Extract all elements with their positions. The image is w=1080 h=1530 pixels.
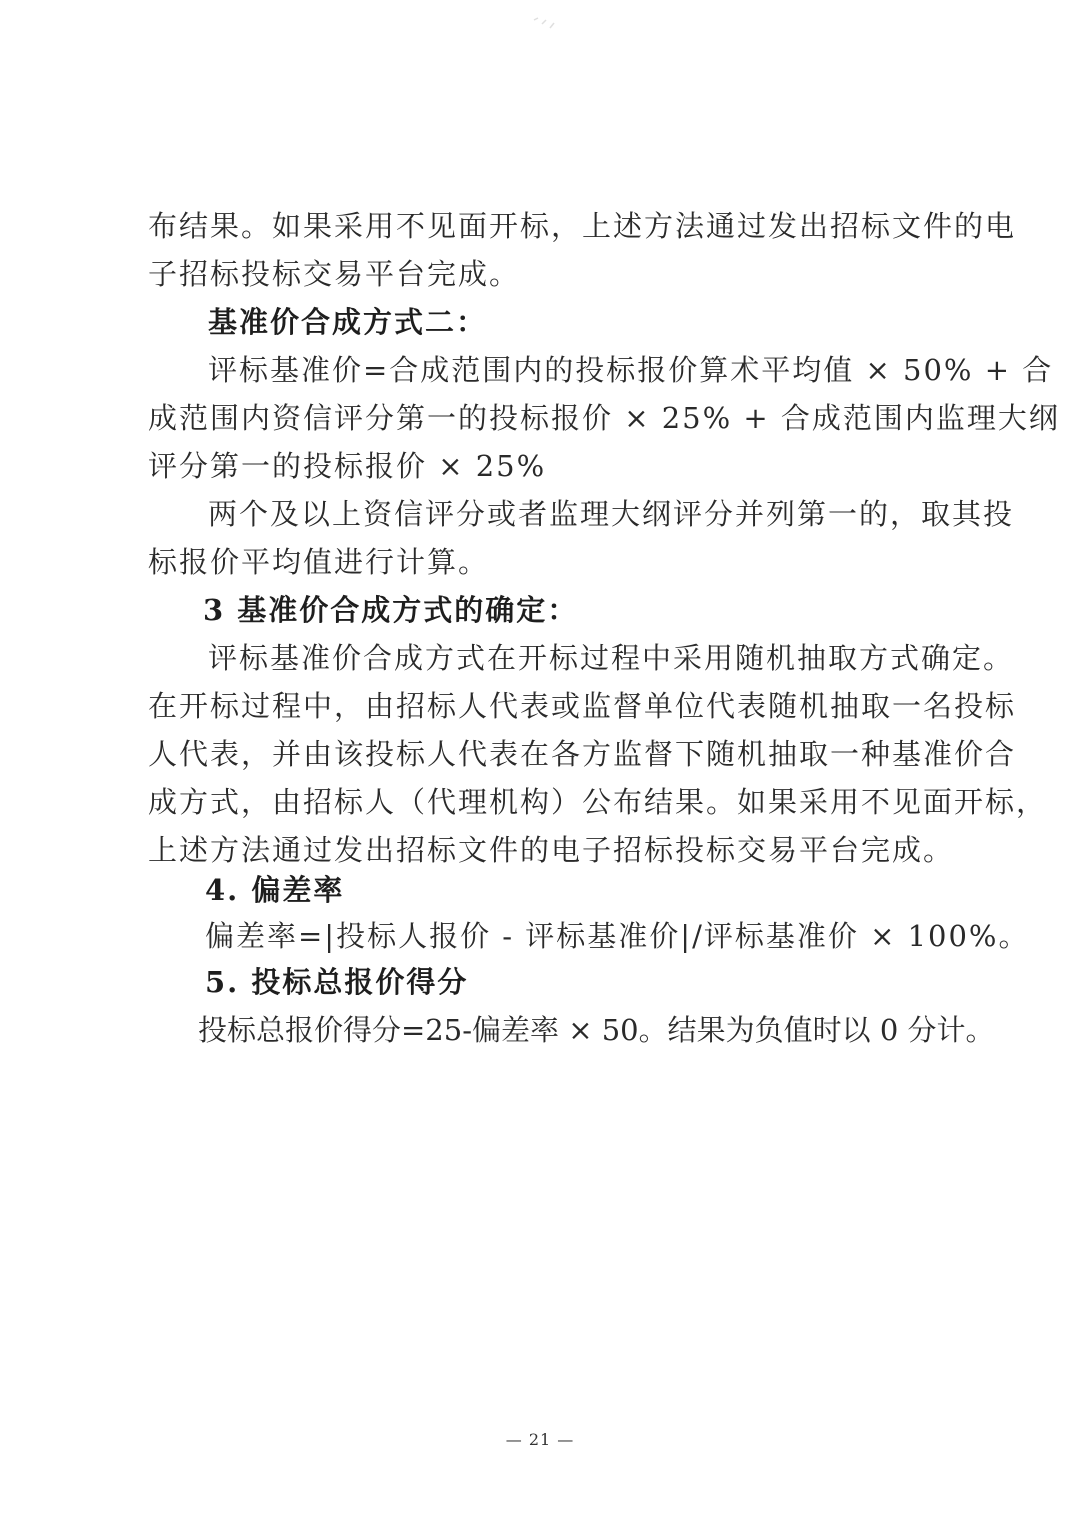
section-heading-method2: 基准价合成方式二： [208, 305, 488, 339]
paragraph-line: 成方式，由招标人（代理机构）公布结果。如果采用不见面开标， [148, 785, 1048, 819]
paragraph-line: 评分第一的投标报价 × 25% [148, 449, 547, 483]
section-heading-3: 3 基准价合成方式的确定： [203, 593, 579, 627]
page-number: — 21 — [505, 1430, 575, 1449]
paragraph-line: 上述方法通过发出招标文件的电子招标投标交易平台完成。 [148, 833, 955, 867]
paragraph-line: 人代表，并由该投标人代表在各方监督下随机抽取一种基准价合 [148, 737, 1017, 771]
paragraph-line: 子招标投标交易平台完成。 [148, 257, 521, 291]
paragraph-line: 在开标过程中，由招标人代表或监督单位代表随机抽取一名投标 [148, 689, 1017, 723]
section-heading-4: 4. 偏差率 [205, 873, 345, 907]
paragraph-line: 偏差率=|投标人报价 - 评标基准价|/评标基准价 × 100%。 [205, 919, 1030, 953]
section-heading-5: 5. 投标总报价得分 [205, 965, 469, 999]
paragraph-line: 布结果。如果采用不见面开标，上述方法通过发出招标文件的电 [148, 209, 1017, 243]
paragraph-line: 评标基准价合成方式在开标过程中采用随机抽取方式确定。 [208, 641, 1015, 675]
paragraph-line: 标报价平均值进行计算。 [148, 545, 490, 579]
paragraph-line: 两个及以上资信评分或者监理大纲评分并列第一的，取其投 [208, 497, 1015, 531]
paragraph-line: 评标基准价=合成范围内的投标报价算术平均值 × 50% + 合 [208, 353, 1054, 387]
scan-artifact-icon [530, 14, 560, 38]
paragraph-line: 投标总报价得分=25-偏差率 × 50。结果为负值时以 0 分计。 [198, 1013, 995, 1047]
paragraph-line: 成范围内资信评分第一的投标报价 × 25% + 合成范围内监理大纲 [148, 401, 1060, 435]
